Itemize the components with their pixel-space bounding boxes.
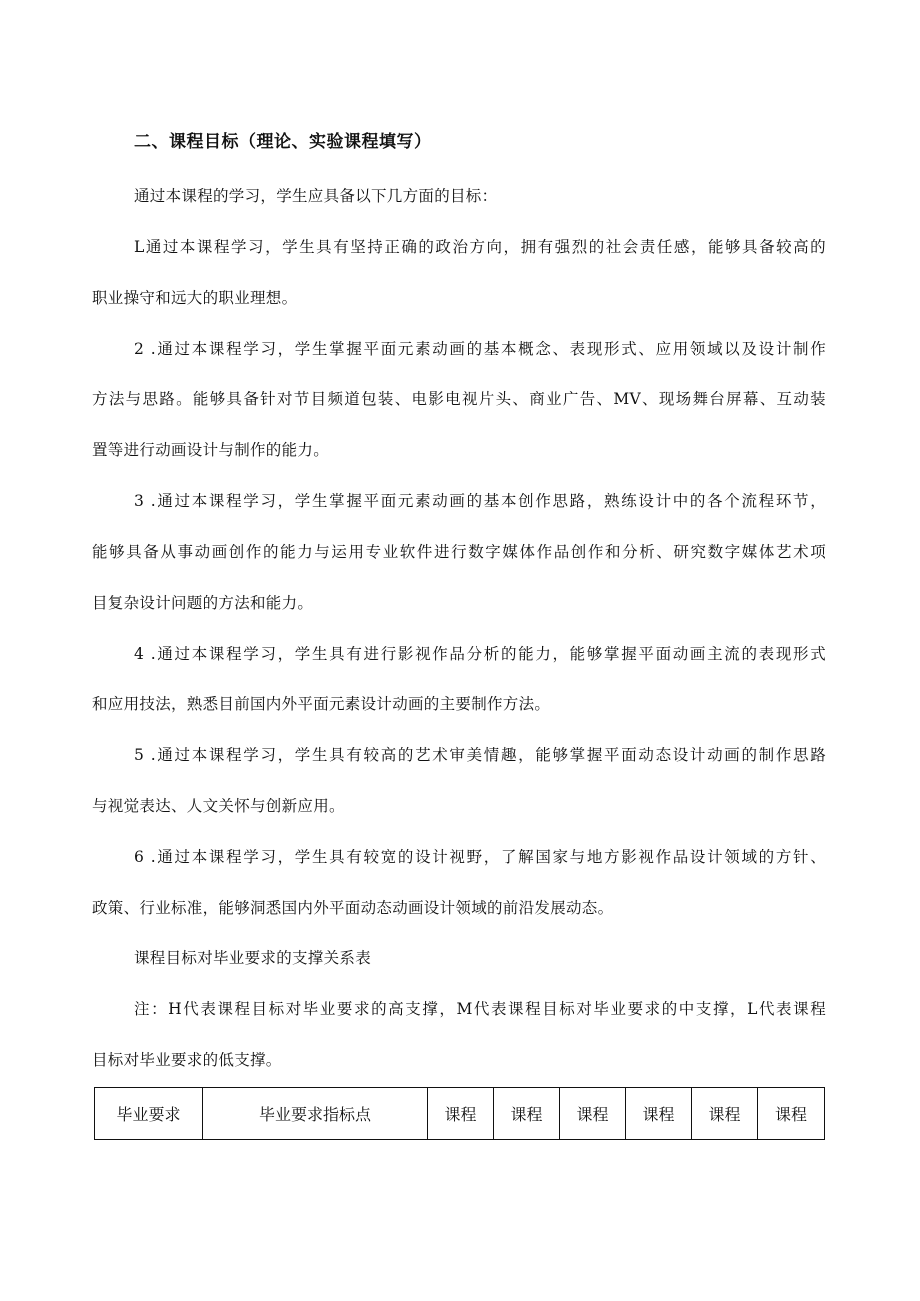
goal-4-line-1: 4 .通过本课程学习，学生具有进行影视作品分析的能力，能够掌握平面动画主流的表现形式 bbox=[134, 645, 826, 663]
goal-3-line-2: 能够具备从事动画创作的能力与运用专业软件进行数字媒体作品创作和分析、研究数字媒体艺术项 bbox=[92, 543, 826, 561]
table-caption: 课程目标对毕业要求的支撑关系表 bbox=[134, 949, 372, 967]
header-requirement-indicator: 毕业要求指标点 bbox=[203, 1088, 428, 1140]
intro-paragraph: 通过本课程的学习，学生应具备以下几方面的目标： bbox=[134, 187, 498, 205]
support-relationship-table bbox=[94, 1087, 825, 1140]
goal-2-line-3: 置等进行动画设计与制作的能力。 bbox=[92, 441, 330, 459]
goal-1-line-2: 职业操守和远大的职业理想。 bbox=[92, 289, 298, 307]
table-header-row bbox=[95, 1088, 825, 1140]
header-graduation-requirement: 毕业要求 bbox=[95, 1088, 203, 1140]
goal-3-line-1: 3 .通过本课程学习，学生掌握平面元素动画的基本创作思路，熟练设计中的各个流程环节， bbox=[134, 492, 826, 510]
goal-4-line-2: 和应用技法，熟悉目前国内外平面元素设计动画的主要制作方法。 bbox=[92, 695, 551, 713]
goal-2-line-1: 2 .通过本课程学习，学生掌握平面元素动画的基本概念、表现形式、应用领域以及设计制作 bbox=[134, 340, 826, 358]
note-line-1: 注：H代表课程目标对毕业要求的高支撑，M代表课程目标对毕业要求的中支撑，L代表课程 bbox=[134, 1000, 826, 1018]
header-course-4: 课程 bbox=[626, 1088, 692, 1140]
section-heading: 二、课程目标（理论、实验课程填写） bbox=[134, 132, 432, 152]
header-course-5: 课程 bbox=[692, 1088, 758, 1140]
goal-3-line-3: 目复杂设计问题的方法和能力。 bbox=[92, 594, 314, 612]
note-line-2: 目标对毕业要求的低支撑。 bbox=[92, 1051, 282, 1069]
header-course-1: 课程 bbox=[428, 1088, 494, 1140]
header-course-6: 课程 bbox=[758, 1088, 825, 1140]
goal-1-line-1: L通过本课程学习，学生具有坚持正确的政治方向，拥有强烈的社会责任感，能够具备较高的 bbox=[134, 238, 826, 256]
goal-6-line-2: 政策、行业标准，能够洞悉国内外平面动态动画设计领域的前沿发展动态。 bbox=[92, 899, 614, 917]
goal-5-line-1: 5 .通过本课程学习，学生具有较高的艺术审美情趣，能够掌握平面动态设计动画的制作思路 bbox=[134, 746, 826, 764]
header-course-3: 课程 bbox=[560, 1088, 626, 1140]
header-course-2: 课程 bbox=[494, 1088, 560, 1140]
goal-5-line-2: 与视觉表达、人文关怀与创新应用。 bbox=[92, 797, 345, 815]
goal-6-line-1: 6 .通过本课程学习，学生具有较宽的设计视野，了解国家与地方影视作品设计领域的方针、 bbox=[134, 848, 826, 866]
goal-2-line-2: 方法与思路。能够具备针对节目频道包装、电影电视片头、商业广告、MV、现场舞台屏幕、互动装 bbox=[92, 390, 826, 408]
